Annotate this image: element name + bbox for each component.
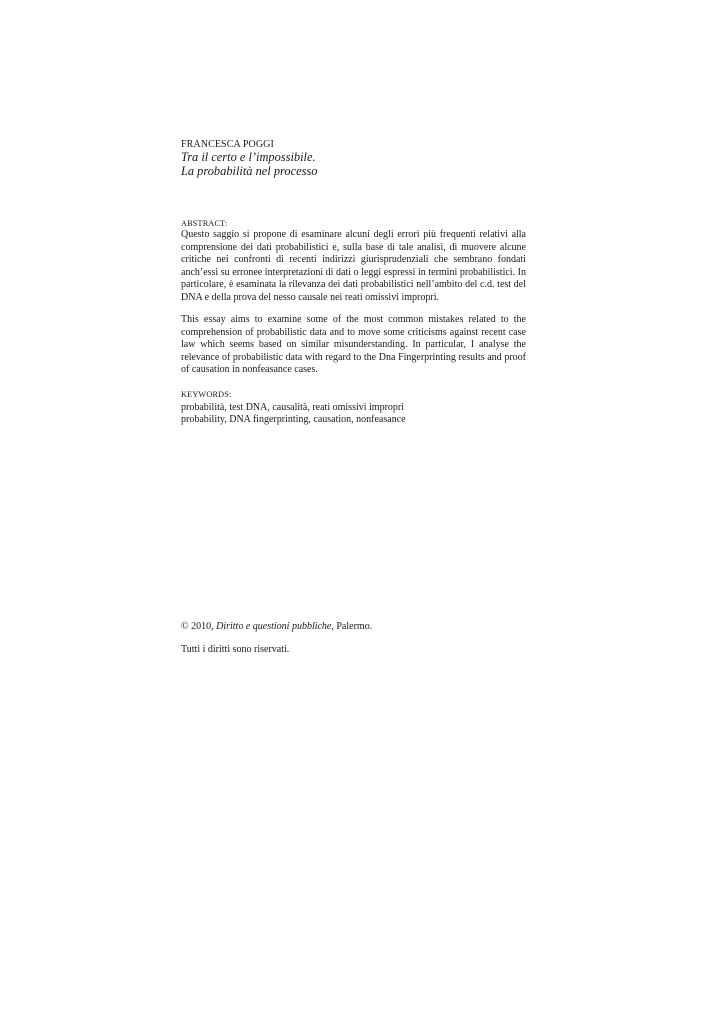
keywords-english: probability, DNA fingerprinting, causation, nonfeasance (181, 414, 406, 425)
article-title: Tra il certo e l’impossibile. (181, 150, 316, 164)
abstract-english: This essay aims to examine some of the most common mistakes related to the comprehension of probabilistic data and to move some criticisms against recent case law which seems based on similar misunderstanding. In particular, I analyse the relevance of probabilistic data with regard to the Dna Fingerprinting results and proof of causation in nonfeasance cases. (181, 314, 526, 376)
rights-notice: Tutti i diritti sono riservati. (181, 644, 290, 655)
abstract-label: ABSTRACT: (181, 219, 228, 228)
copyright-notice (181, 621, 526, 634)
keywords-label: KEYWORDS: (181, 390, 232, 399)
author-name: FRANCESCA POGGI (181, 139, 274, 150)
copyright-suffix: , Palermo. (331, 621, 373, 632)
copyright-prefix: © 2010, (181, 621, 217, 632)
journal-name: Diritto e questioni pubbliche (216, 621, 332, 632)
abstract-italian: Questo saggio si propone di esaminare alcuni degli errori più frequenti relativi alla comprensione dei dati probabilistici e, sulla base di tale analisi, di muovere alcune critiche nei confronti di recenti indirizzi giurisprudenziali che sembrano fondati anch’essi su erronee interpretazioni di dati o leggi espressi in termini probabilistici. In particolare, è esaminata la rilevanza dei dati probabilistici nell’ambito del c.d. test del DNA e della prova del nesso causale nei reati omissivi impropri. (181, 229, 526, 303)
keywords-italian: probabilità, test DNA, causalità, reati omissivi impropri (181, 402, 405, 413)
article-subtitle: La probabilità nel processo (181, 164, 318, 178)
